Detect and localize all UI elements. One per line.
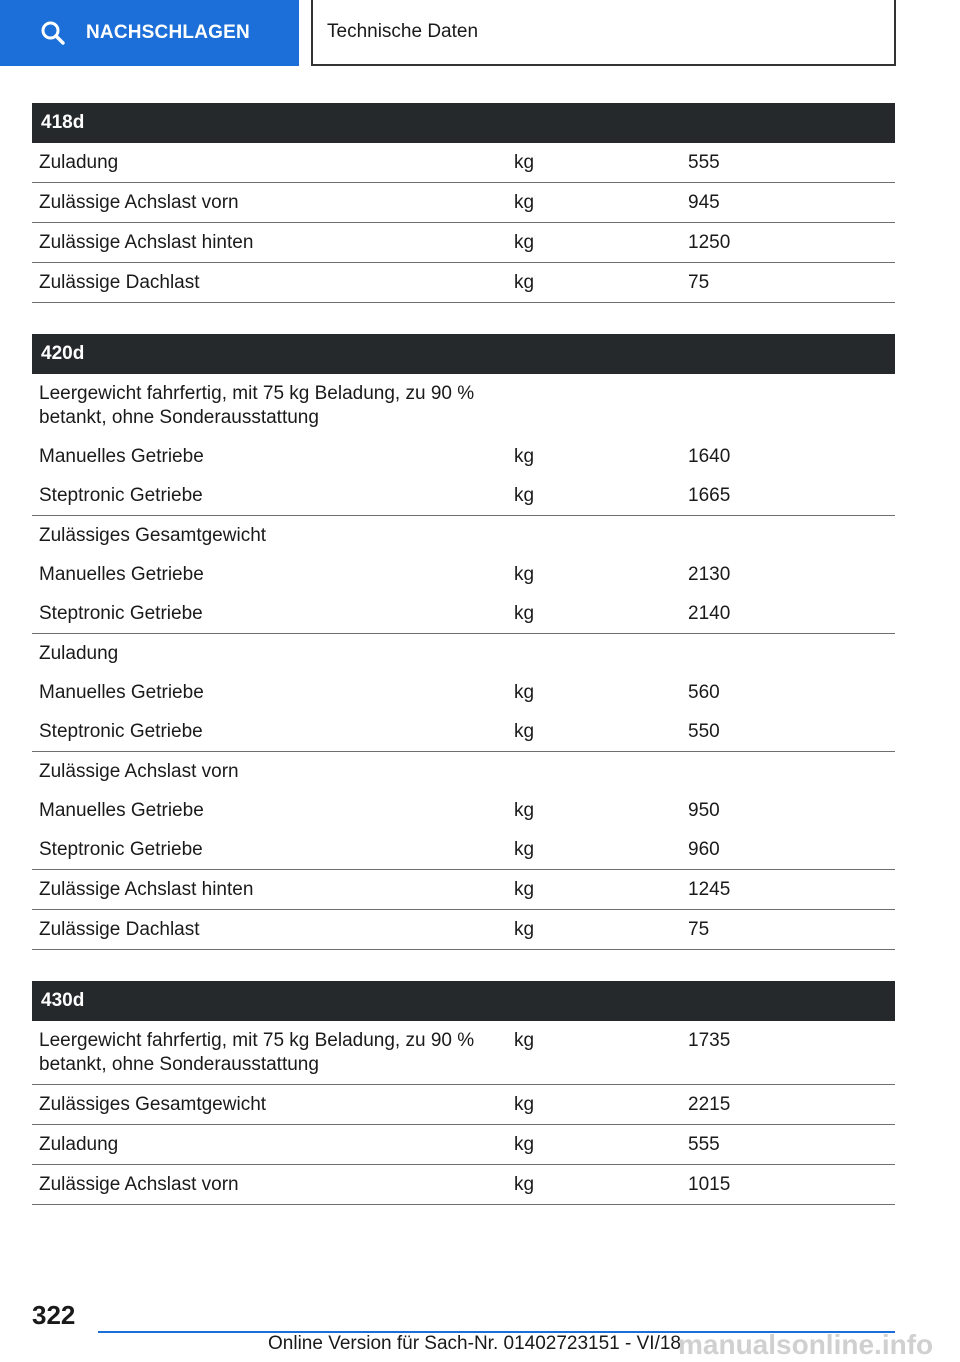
row-label: Steptronic Getriebe [39,721,203,742]
row-value: 1735 [688,1030,731,1051]
row-unit [506,516,680,555]
row-unit: kg [514,919,535,940]
row-unit: kg [514,485,535,506]
row-unit: kg [514,1030,535,1051]
row-unit: kg [514,1094,535,1115]
row-value: 75 [688,919,710,940]
row-label: Zulässige Achslast vorn [39,1174,239,1195]
row-label: Zulässige Achslast vorn [39,761,239,782]
table-row [32,1021,895,1085]
row-value: 550 [688,721,720,742]
row-label: Zulässige Achslast hinten [39,232,254,253]
row-unit [506,634,680,673]
row-unit: kg [514,564,535,585]
page-header [0,0,960,66]
table-row [32,673,895,712]
section-title: Technische Daten [311,0,896,66]
row-label: Zulässige Dachlast [39,919,200,940]
row-unit: kg [514,152,535,173]
row-label: Zulässiges Gesamtgewicht [39,525,267,546]
row-value: 2130 [688,564,731,585]
table-row [32,830,895,870]
table-420d [32,334,895,950]
row-value: 2215 [688,1094,731,1115]
nachschlagen-button[interactable] [0,0,299,66]
page-number: 322 [32,1300,76,1330]
row-value [680,374,895,437]
row-value: 1250 [688,232,731,253]
table-row [32,374,895,437]
row-label: Manuelles Getriebe [39,446,204,467]
row-unit: kg [514,682,535,703]
row-label: Steptronic Getriebe [39,485,203,506]
search-icon [40,20,66,46]
row-unit: kg [514,721,535,742]
table-row [32,263,895,303]
row-unit: kg [514,232,535,253]
row-value [680,634,895,673]
table-title: 420d [32,334,895,374]
table-row [32,594,895,634]
table-418d [32,103,895,303]
row-value: 555 [688,152,720,173]
row-value: 555 [688,1134,720,1155]
row-value: 1640 [688,446,731,467]
table-430d [32,981,895,1205]
row-unit: kg [514,800,535,821]
table-row [32,1125,895,1165]
row-label: Manuelles Getriebe [39,800,204,821]
table-title: 430d [32,981,895,1021]
row-unit [506,374,680,437]
row-value: 1245 [688,879,731,900]
row-value: 560 [688,682,720,703]
row-value [680,752,895,791]
row-label: Zuladung [39,1134,119,1155]
row-unit: kg [514,192,535,213]
row-label: Steptronic Getriebe [39,839,203,860]
row-label: Zulässige Achslast hinten [39,879,254,900]
table-row [32,516,895,555]
table-row [32,752,895,791]
table-row [32,791,895,830]
technical-data-tables [32,103,895,1236]
row-value: 75 [688,272,710,293]
row-label: Manuelles Getriebe [39,682,204,703]
row-label: Zulässige Achslast vorn [39,192,239,213]
table-row [32,183,895,223]
row-value: 1665 [688,485,731,506]
online-version-text: Online Version für Sach-Nr. 01402723151 - VI/18 [268,1333,681,1354]
table-row [32,143,895,183]
row-unit [506,752,680,791]
table-row [32,634,895,673]
table-row [32,712,895,752]
row-label: Steptronic Getriebe [39,603,203,624]
table-row [32,437,895,476]
row-unit: kg [514,879,535,900]
row-value: 950 [688,800,720,821]
nachschlagen-label: NACHSCHLAGEN [86,22,250,43]
table-row [32,476,895,516]
row-label: Manuelles Getriebe [39,564,204,585]
row-unit: kg [514,272,535,293]
table-title: 418d [32,103,895,143]
row-value: 945 [688,192,720,213]
row-unit: kg [514,603,535,624]
row-label: Leergewicht fahrfertig, mit 75 kg Beladung, zu 90 % betankt, ohne Sonderausstattung [39,1030,475,1075]
row-label: Zuladung [39,643,119,664]
row-unit: kg [514,1174,535,1195]
table-row [32,910,895,950]
row-label: Leergewicht fahrfertig, mit 75 kg Beladung, zu 90 % betankt, ohne Sonderausstattung [39,383,475,428]
row-unit: kg [514,839,535,860]
table-row [32,223,895,263]
row-unit: kg [514,446,535,467]
table-row [32,555,895,594]
table-row [32,1085,895,1125]
table-row [32,870,895,910]
row-unit: kg [514,1134,535,1155]
row-label: Zulässige Dachlast [39,272,200,293]
row-label: Zuladung [39,152,119,173]
table-row [32,1165,895,1205]
row-value: 2140 [688,603,731,624]
row-value: 960 [688,839,720,860]
row-value: 1015 [688,1174,731,1195]
row-value [680,516,895,555]
row-label: Zulässiges Gesamtgewicht [39,1094,267,1115]
watermark-logo: manualsonline.info [678,1329,934,1360]
